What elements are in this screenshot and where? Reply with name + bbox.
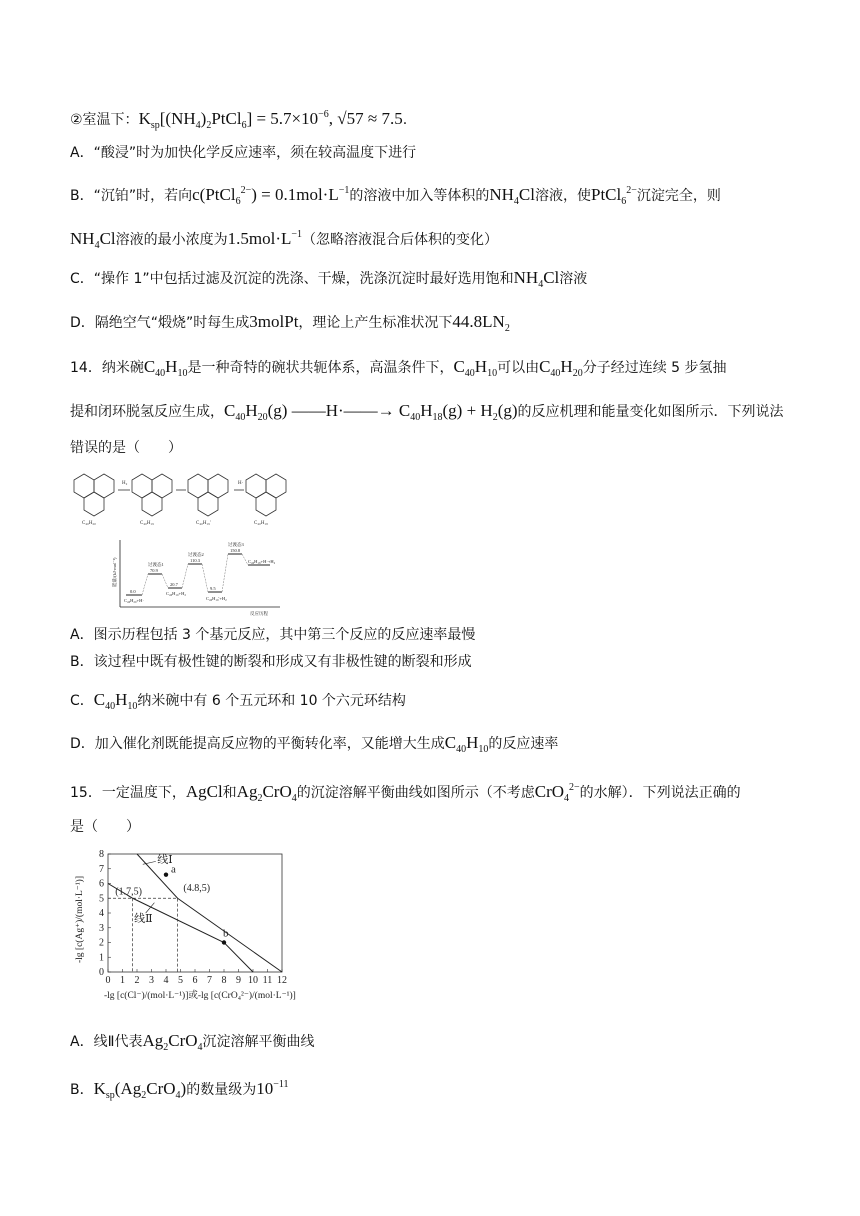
y-tick-label: 0	[99, 967, 104, 978]
x-tick-label: 9	[236, 975, 241, 986]
level-2-value: 20.7	[170, 582, 178, 587]
y-tick-label: 3	[99, 922, 104, 934]
q14-stem-3: 错误的是（ ）	[70, 440, 182, 456]
q14-option-b: B．该过程中既有极性键的断裂和形成又有非极性键的断裂和形成	[70, 654, 472, 670]
y-tick-label: 1	[99, 952, 104, 964]
level-6-label: C₄₀H₁₈+H·+H₂	[248, 559, 276, 564]
q13-option-b-line2: $NH_4Cl$溶液的最小浓度为$1.5mol\cdot L^{-1}$（忽略溶液混合后体积的变化）	[70, 229, 499, 251]
q13-option-c: C．“操作 1”中包括过滤及沉淀的洗涤、干燥，洗涤沉淀时最好选用饱和$NH_4Cl$溶液	[70, 268, 588, 290]
x-tick-label: 8	[221, 975, 227, 986]
level-3-value: 110.3	[190, 558, 200, 563]
energy-diagram	[111, 540, 280, 617]
y-tick-label: 7	[99, 863, 104, 875]
mol-label-1: C₄₀H₂₀	[82, 521, 96, 526]
annotation-2: (4.8,5)	[183, 882, 211, 894]
guide-line-1	[108, 898, 178, 972]
level-1-label: 过渡态1	[148, 562, 164, 567]
x-tick-label: 10	[248, 975, 258, 986]
mol-label-2: C₄₀H₁₉	[140, 521, 154, 526]
level-0-label: C₄₀H₂₀+H·	[124, 598, 144, 603]
point-b	[222, 940, 226, 944]
y-tick-label: 2	[99, 937, 104, 949]
energy-xlabel: 反应历程	[250, 611, 268, 616]
level-3-label: 过渡态2	[188, 552, 204, 557]
q13-option-d: D．隔绝空气“煅烧”时每生成3molPt，理论上产生标准状况下$44.8LN_2$	[70, 312, 510, 334]
y-tick-label: 6	[99, 878, 104, 890]
mechanism-figure	[70, 462, 290, 622]
q14-stem-2: 提和闭环脱氢反应生成，$C_{40}H_{20}(g)$ ——H·——→ $C_{40}H_{18}(g) + H_2(g)$的反应机理和能量变化如图所示．下列说法	[70, 401, 784, 423]
level-4-value: 9.5	[210, 586, 216, 591]
x-tick-label: 0	[105, 975, 111, 986]
q14-option-a: A．图示历程包括 3 个基元反应，其中第三个反应的反应速率最慢	[70, 627, 476, 643]
x-tick-label: 7	[207, 975, 212, 986]
point-label-b: b	[223, 927, 229, 940]
level-5-label: 过渡态3	[228, 542, 244, 547]
x-tick-label: 6	[192, 975, 198, 986]
y-tick-label: 4	[99, 908, 104, 919]
q15-stem-2: 是（ ）	[70, 819, 140, 835]
series-label-1: 线Ⅰ	[157, 853, 173, 866]
x-tick-label: 1	[120, 975, 125, 986]
x-tick-label: 3	[149, 975, 154, 986]
mol-label-4: C₄₀H₁₈	[254, 521, 268, 526]
level-5-value: 150.8	[230, 548, 241, 553]
q14-stem-1: 14．纳米碗$C_{40}H_{10}$是一种奇特的碗状共轭体系，高温条件下，$C_{40}H_{10}$可以由$C_{40}H_{20}$分子经过连续 5 步氢抽	[70, 357, 727, 379]
q13-option-a: A．“酸浸”时为加快化学反应速率，须在较高温度下进行	[70, 145, 417, 161]
q13-option-b-line1: B．“沉铂”时，若向c(PtCl$_6^{2-}$) = $0.1mol\cdot L^{-1}$的溶液中加入等体积的$NH_4Cl$溶液，使PtCl$_6^{2-}$沉淀完全，则	[70, 185, 721, 207]
series-line-1	[137, 854, 282, 972]
level-0-value: 0.0	[130, 589, 136, 594]
x-axis-label: -lg [c(Cl⁻)/(mol·L⁻¹)]或-lg [c(CrO₄²⁻)/(mol·L⁻¹)]	[104, 991, 296, 1001]
y-axis-label: -lg [c(Ag⁺)/(mol·L⁻¹)]	[75, 876, 85, 963]
x-tick-label: 12	[277, 975, 287, 986]
q15-option-a: A．线Ⅱ代表$Ag_2CrO_4$沉淀溶解平衡曲线	[70, 1031, 315, 1053]
mol-label-3: C₄₀H₁₉'	[196, 521, 211, 526]
point-a	[164, 872, 168, 876]
q15-option-b: B．$K_{sp}(Ag_2CrO_4)$的数量级为$10^{-11}$	[70, 1079, 289, 1101]
level-4-label: C₄₀H₁₉'+H₂	[206, 596, 227, 601]
arrow-label-h: H·	[238, 481, 244, 486]
energy-ylabel: 能量/(kJ·mol⁻¹)	[112, 557, 117, 587]
q14-option-d: D．加入催化剂既能提高反应物的平衡转化率，又能增大生成$C_{40}H_{10}$的反应速率	[70, 733, 559, 755]
annotation-1: (1.7,5)	[115, 886, 142, 898]
series-label-2: 线Ⅱ	[134, 912, 153, 925]
note-ksp: ②室温下：$K_{sp}[(NH_4)_2PtCl_6] = 5.7\times 10^{-6}$, √57 ≈ 7.5.	[70, 109, 408, 131]
level-2-label: C₄₀H₁₉+H₂	[166, 591, 186, 596]
x-tick-label: 5	[178, 975, 183, 986]
point-label-a: a	[171, 863, 176, 876]
x-tick-label: 4	[163, 975, 169, 986]
arrow-label-h2: H₂	[122, 481, 128, 486]
x-tick-label: 2	[134, 975, 140, 986]
q15-stem-1: 15．一定温度下，AgCl和$Ag_2CrO_4$的沉淀溶解平衡曲线如图所示（不考虑CrO$_4^{2-}$的水解）．下列说法正确的	[70, 782, 741, 804]
y-tick-label: 8	[99, 849, 104, 860]
molecule-structures	[74, 474, 286, 516]
level-1-value: 70.9	[150, 568, 158, 573]
q14-option-c: C．$C_{40}H_{10}$纳米碗中有 6 个五元环和 10 个六元环结构	[70, 690, 406, 712]
solubility-chart	[70, 842, 330, 1002]
x-tick-label: 11	[262, 975, 273, 986]
y-tick-label: 5	[99, 893, 104, 905]
